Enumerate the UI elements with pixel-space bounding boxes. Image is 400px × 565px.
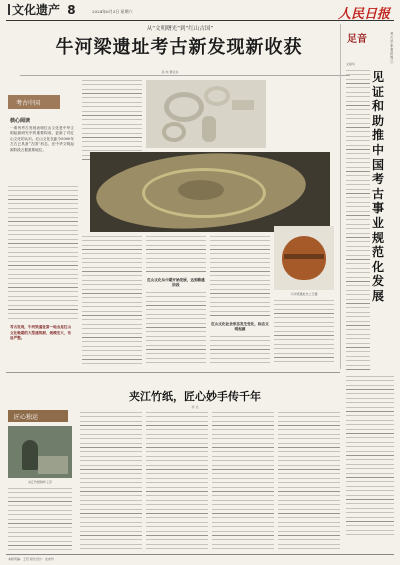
jade-disc (164, 92, 204, 122)
craft-byline: 李 达 (191, 405, 199, 409)
summary-heading: 核心阅读 (10, 118, 31, 124)
section-label (8, 4, 76, 17)
excavation-center (178, 180, 224, 200)
jade-figure (202, 116, 216, 142)
feature-text-col6 (210, 236, 270, 318)
feature-text-col8 (274, 300, 334, 366)
feature-text-col2 (82, 80, 142, 160)
title-rule (20, 75, 350, 76)
kaogu-tag-text: 考古中国 (16, 100, 41, 107)
issue-date: 2024年6月3日 星期六 (92, 9, 133, 14)
feature-text-col3 (82, 236, 142, 366)
craft-text-col3 (146, 412, 208, 550)
jade-disc (204, 86, 230, 106)
pull-quote: 考古发现，牛河梁遗址第一地点是红山文化晚期的大型建筑群，规模宏大，布局严整。 (10, 325, 72, 341)
column-divider (340, 24, 341, 369)
feature-text-col4 (146, 236, 206, 274)
craft-worker (22, 440, 38, 470)
footer-rule (6, 554, 394, 555)
feature-title: 牛河梁遗址考古新发现新收获 (55, 37, 303, 58)
excavation-photo (90, 152, 330, 232)
jade-plaque (232, 100, 254, 110)
column-series: 考古学家看世界 ⑤ (390, 32, 394, 64)
jade-ring (162, 122, 186, 142)
feature-text-col7 (210, 336, 270, 366)
section-name: 文化遗产 (12, 3, 61, 17)
pottery-photo (274, 226, 334, 290)
footer-credits: 本版责编：王珏 版式设计：沈亦伶 (8, 557, 54, 561)
feature-kicker: 从“文明曙光”到“红山古国” (146, 26, 214, 32)
subhead-2: 红山文化社会形态发生变化，标志文明起源 (211, 322, 269, 331)
craft-text-col2 (80, 412, 142, 550)
zuyin-tag: 足音 (347, 34, 367, 45)
craft-tag-text: 匠心独运 (14, 414, 39, 421)
craft-title: 夹江竹纸，匠心妙手传千年 (129, 390, 261, 403)
photo-caption: 牛河梁遗址出土玉器 (290, 292, 318, 296)
kaogu-tag (8, 95, 60, 109)
feature-text-col1 (8, 186, 78, 322)
craft-photo-caption: 夹江竹纸制作工序 (27, 480, 52, 484)
column-text-a (346, 70, 370, 370)
summary-text: 一系列考古发现表明红山文化是中华文明起源研究中的重要构成，更新了对红山文化的认识。红山文化在距今5000年左右已具备“古国”形态，在中华文明起源阶段占据重要地位。 (10, 126, 74, 152)
feature-byline: 孙 纯 曹亚东 (161, 70, 179, 74)
jade-photo (146, 80, 266, 148)
column-title: 见证和助推中国考古事业规范化发展 (372, 70, 385, 303)
masthead-rule (6, 20, 394, 21)
newspaper-logo: 人民日报 (337, 7, 390, 22)
pottery-band (284, 254, 324, 259)
craft-text-col5 (278, 412, 340, 550)
craft-text-col4 (212, 412, 274, 550)
craft-text-col1 (8, 488, 72, 550)
page-number: 8 (67, 3, 76, 17)
column-byline: 文丽华 (346, 62, 356, 66)
section-divider (6, 372, 340, 373)
craft-photo (8, 426, 72, 478)
craft-tag (8, 410, 68, 422)
masthead (0, 0, 400, 20)
craft-vat (38, 456, 68, 474)
subhead-1: 红山文化从中期开始发展，达到鼎盛阶段 (147, 278, 205, 287)
column-text-b (346, 376, 394, 536)
feature-text-col5 (146, 292, 206, 366)
